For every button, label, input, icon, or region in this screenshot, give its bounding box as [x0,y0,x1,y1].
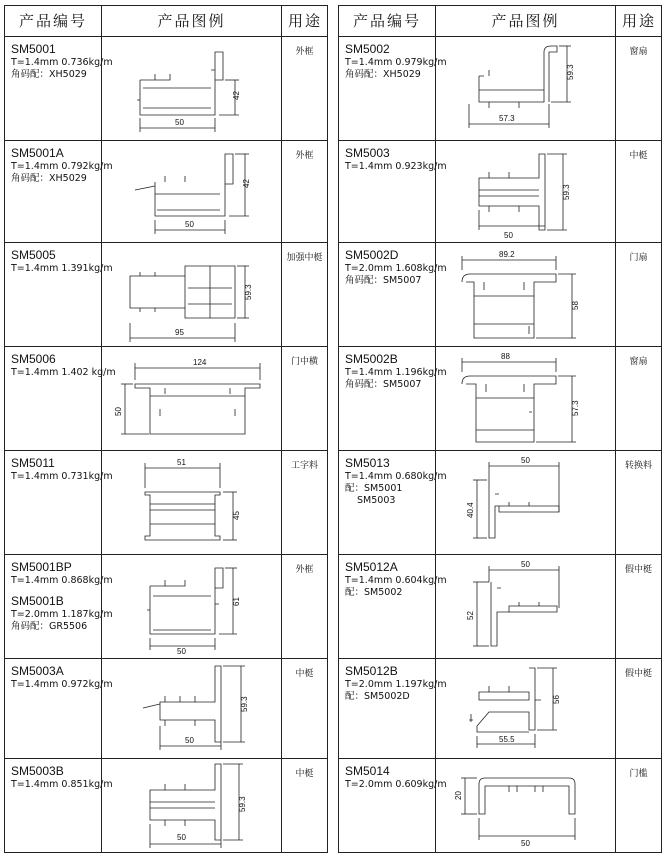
product-spec: T=1.4mm 0.731kg/m [11,471,113,482]
profile-drawing [449,660,599,754]
product-code: SM5003B [11,764,64,778]
product-use: 门扇 [629,253,648,263]
product-row [339,36,661,141]
header-use: 用途 [621,12,656,30]
profile-drawing [105,354,275,446]
dimension-label: 50 [177,647,186,656]
header-drawing: 产品图例 [157,12,226,30]
dimension-label: 59.3 [562,184,571,200]
product-code: SM5012B [345,664,398,678]
product-spec: T=1.4mm 1.391kg/m [11,263,113,274]
product-spec: 角码配：GR5506 [11,621,88,632]
product-code: SM5014 [345,764,390,778]
product-code: SM5001BP [11,560,72,574]
dimension-label: 59.3 [244,284,253,300]
right-product-table [338,5,662,853]
product-spec: 配：SM5001 [345,483,403,494]
product-spec: T=2.0mm 0.609kg/m [345,779,447,790]
product-row [5,450,327,555]
product-use: 门中横 [290,357,318,367]
product-use: 假中梃 [624,669,652,679]
dimension-label: 50 [521,839,530,848]
dimension-label: 59.3 [566,64,575,80]
profile-drawing [115,760,265,850]
product-use: 窗扇 [629,357,648,367]
dimension-label: 61 [232,597,241,606]
dimension-label: 50 [185,220,194,229]
dimension-label: 20 [454,791,463,800]
dimension-label: 50 [521,560,530,569]
dimension-label: 50 [177,833,186,842]
product-use: 假中梃 [624,565,652,575]
product-spec: T=1.4mm 0.972kg/m [11,679,113,690]
product-use: 外框 [295,47,314,57]
dimension-label: 56 [552,695,561,704]
product-code: SM5012A [345,560,398,574]
product-spec: 角码配：XH5029 [11,69,87,80]
product-code: SM5003A [11,664,64,678]
product-spec: 角码配：XH5029 [345,69,421,80]
profile-drawing [449,144,599,240]
product-code: SM5006 [11,352,56,366]
product-row [5,140,327,243]
product-spec: T=1.4mm 0.851kg/m [11,779,113,790]
dimension-label: 58 [571,301,580,310]
product-use: 转换料 [624,461,652,471]
product-spec: 角码配：SM5007 [345,379,422,390]
product-use: 加强中梃 [286,253,323,263]
dimension-label: 95 [175,328,184,337]
product-spec: 角码配：XH5029 [11,173,87,184]
product-spec: T=1.4mm 0.604kg/m [345,575,447,586]
dimension-label: 55.5 [499,735,515,744]
header-code: 产品编号 [352,12,421,30]
product-spec: SM5003 [357,495,396,506]
product-code: SM5005 [11,248,56,262]
profile-drawing [449,454,599,550]
product-code: SM5013 [345,456,390,470]
product-code: SM5001B [11,594,64,608]
product-row [339,554,661,659]
dimension-label: 89.2 [499,250,515,259]
dimension-label: 45 [232,511,241,520]
profile-drawing [439,760,604,850]
product-use: 外框 [295,151,314,161]
product-row [5,346,327,451]
dimension-label: 50 [114,407,123,416]
product-row [339,242,661,347]
product-code: SM5001A [11,146,64,160]
dimension-label: 50 [185,736,194,745]
product-spec: 配：SM5002D [345,691,410,702]
product-code: SM5002 [345,42,390,56]
product-spec: T=1.4mm 1.402 kg/m [11,367,116,378]
product-use: 外框 [295,565,314,575]
dimension-label: 52 [466,611,475,620]
product-spec: T=1.4mm 0.868kg/m [11,575,113,586]
product-spec: T=1.4mm 0.792kg/m [11,161,113,172]
product-row [339,346,661,451]
dimension-label: 50 [521,456,530,465]
profile-drawing [449,40,599,136]
profile-drawing [115,662,265,754]
dimension-label: 51 [177,458,186,467]
product-row [5,242,327,347]
product-spec: T=1.4mm 0.680kg/m [345,471,447,482]
profile-drawing [115,560,265,656]
product-use: 窗扇 [629,47,648,57]
left-product-table [4,5,328,853]
dimension-label: 57.3 [571,400,580,416]
product-use: 中梃 [629,151,648,161]
product-row [5,758,327,852]
dimension-label: 124 [193,358,207,367]
product-spec: T=1.4mm 0.736kg/m [11,57,113,68]
product-spec: T=1.4mm 1.196kg/m [345,367,447,378]
product-code: SM5001 [11,42,56,56]
profile-drawing [105,144,265,240]
product-code: SM5002B [345,352,398,366]
product-spec: T=2.0mm 1.197kg/m [345,679,447,690]
profile-drawing [115,40,265,136]
profile-drawing [444,350,599,446]
product-spec: T=2.0mm 1.608kg/m [345,263,447,274]
header-drawing: 产品图例 [491,12,560,30]
profile-drawing [115,248,265,344]
product-use: 中梃 [295,769,314,779]
dimension-label: 57.3 [499,114,515,123]
dimension-label: 88 [501,352,510,361]
dimension-label: 42 [232,91,241,100]
profile-drawing [449,558,599,654]
header-use: 用途 [287,12,322,30]
header-code: 产品编号 [18,12,87,30]
product-row [5,658,327,759]
product-row [339,658,661,759]
product-row [339,140,661,243]
product-code: SM5011 [11,456,55,470]
dimension-label: 40.4 [466,502,475,518]
product-spec: 配：SM5002 [345,587,403,598]
dimension-label: 59.3 [240,696,249,712]
profile-drawing [444,246,599,342]
right-table-header [339,6,661,37]
product-use: 门槛 [629,769,648,779]
profile-drawing [115,454,265,550]
product-code: SM5002D [345,248,399,262]
product-spec: T=1.4mm 0.979kg/m [345,57,447,68]
dimension-label: 50 [175,118,184,127]
product-row [339,758,661,852]
product-row [5,36,327,141]
product-spec: T=1.4mm 0.923kg/m [345,161,447,172]
product-use: 中梃 [295,669,314,679]
product-row [5,554,327,659]
product-use: 工字料 [290,461,318,471]
dimension-label: 50 [504,231,513,240]
dimension-label: 59.3 [238,796,247,812]
product-spec: T=2.0mm 1.187kg/m [11,609,113,620]
product-spec: 角码配：SM5007 [345,275,422,286]
dimension-label: 42 [242,179,251,188]
product-row [339,450,661,555]
left-table-header [5,6,327,37]
product-code: SM5003 [345,146,390,160]
